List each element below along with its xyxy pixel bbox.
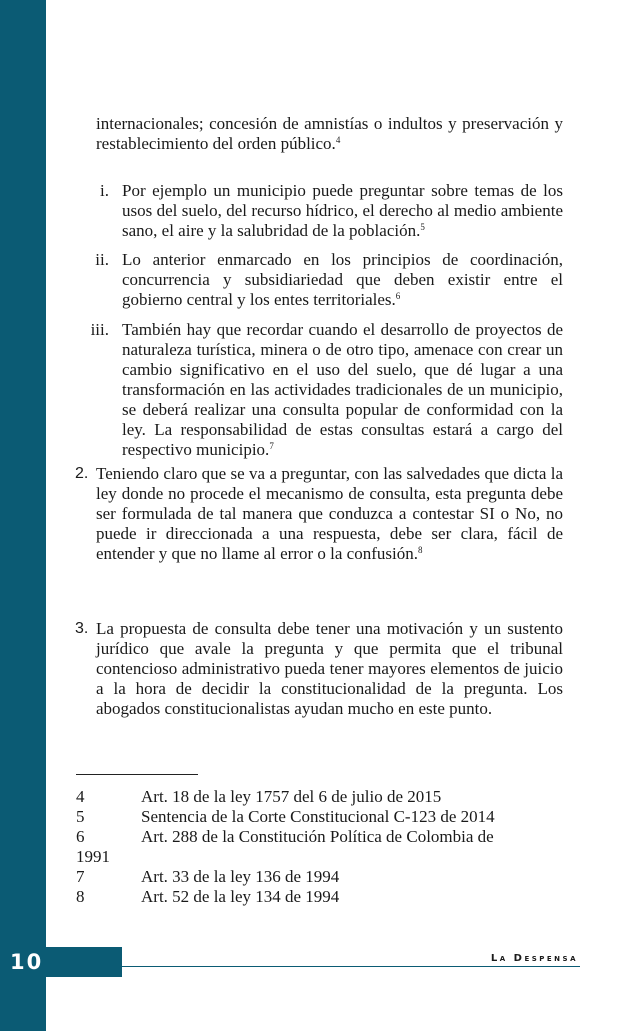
subitem-ii [122, 250, 563, 310]
footnote-separator [76, 774, 198, 775]
page-number: 10 [10, 950, 44, 974]
footnote-number: 7 [76, 867, 85, 886]
footer-rule [122, 966, 580, 967]
footnote-text-continuation: 1991 [76, 847, 110, 866]
publication-title: La Despensa [490, 953, 578, 964]
footnote-text: Art. 288 de la Constitución Política de Colombia de [141, 827, 494, 846]
subitem-i-text: Por ejemplo un municipio puede preguntar sobre temas de los usos del suelo, del recurso hídrico, el derecho al medio ambiente sano, el aire y la salubridad de la población. [122, 181, 563, 240]
item-3-text: La propuesta de consulta debe tener una motivación y un sustento jurídico que avale la pregunta y que permita que el tribunal contencioso administrativo pueda tener mayores elementos de juicio a la hora de decidir la constitucionalidad de la pregunta. Los abogados constitucionalistas ayudan mucho en este punto. [96, 619, 563, 718]
item-2 [96, 464, 563, 564]
footnote-ref-5: 5 [420, 222, 425, 232]
item-marker-2: 2. [75, 465, 89, 482]
footnote-ref-7: 7 [269, 441, 274, 451]
footnote-text: Art. 18 de la ley 1757 del 6 de julio de 2015 [141, 787, 442, 806]
subitem-iii [122, 320, 563, 460]
footnote-ref-6: 6 [395, 291, 401, 301]
subitem-marker-i: i. [100, 181, 109, 200]
footnote-number: 6 [76, 827, 85, 846]
intro-paragraph [96, 114, 563, 154]
item-2-text: Teniendo claro que se va a preguntar, con las salvedades que dicta la ley donde no procede el mecanismo de consulta, esta pregunta debe ser formulada de tal manera que conduzca a contestar SI o No, no puede ir direccionada a una respuesta, debe ser clara, fácil de entender y que no llame al error o la confusión. [96, 464, 563, 563]
item-marker-3: 3. [75, 620, 89, 637]
footnote-ref-4: 4 [335, 135, 341, 145]
subitem-iii-text: También hay que recordar cuando el desarrollo de proyectos de naturaleza turística, minera o de otro tipo, amenace con crear un cambio significativo en el uso del suelo, que dé lugar a una transformación en las actividades tradicionales de un municipio, se deberá realizar una consulta popular de conformidad con la ley. La responsabilidad de estas consultas estará a cargo del respectivo municipio. [122, 320, 563, 459]
intro-text: internacionales; concesión de amnistías o indultos y preservación y restablecimiento del orden público. [96, 114, 563, 153]
subitem-marker-iii: iii. [90, 320, 109, 339]
footnote-number: 8 [76, 887, 85, 906]
footnote-text: Art. 52 de la ley 134 de 1994 [141, 887, 340, 906]
subitem-i [122, 181, 563, 241]
subitem-marker-ii: ii. [95, 250, 109, 269]
page-number-box [0, 947, 122, 977]
subitem-ii-text: Lo anterior enmarcado en los principios de coordinación, concurrencia y subsidiariedad que deben existir entre el gobierno central y los entes territoriales. [122, 250, 563, 309]
item-3 [96, 619, 563, 719]
footnote-number: 5 [76, 807, 85, 826]
footnote-ref-8: 8 [417, 545, 423, 555]
footnote-text: Sentencia de la Corte Constitucional C-123 de 2014 [141, 807, 495, 826]
footnote-number: 4 [76, 787, 85, 806]
footnote-text: Art. 33 de la ley 136 de 1994 [141, 867, 340, 886]
left-accent-bar [0, 0, 46, 1031]
